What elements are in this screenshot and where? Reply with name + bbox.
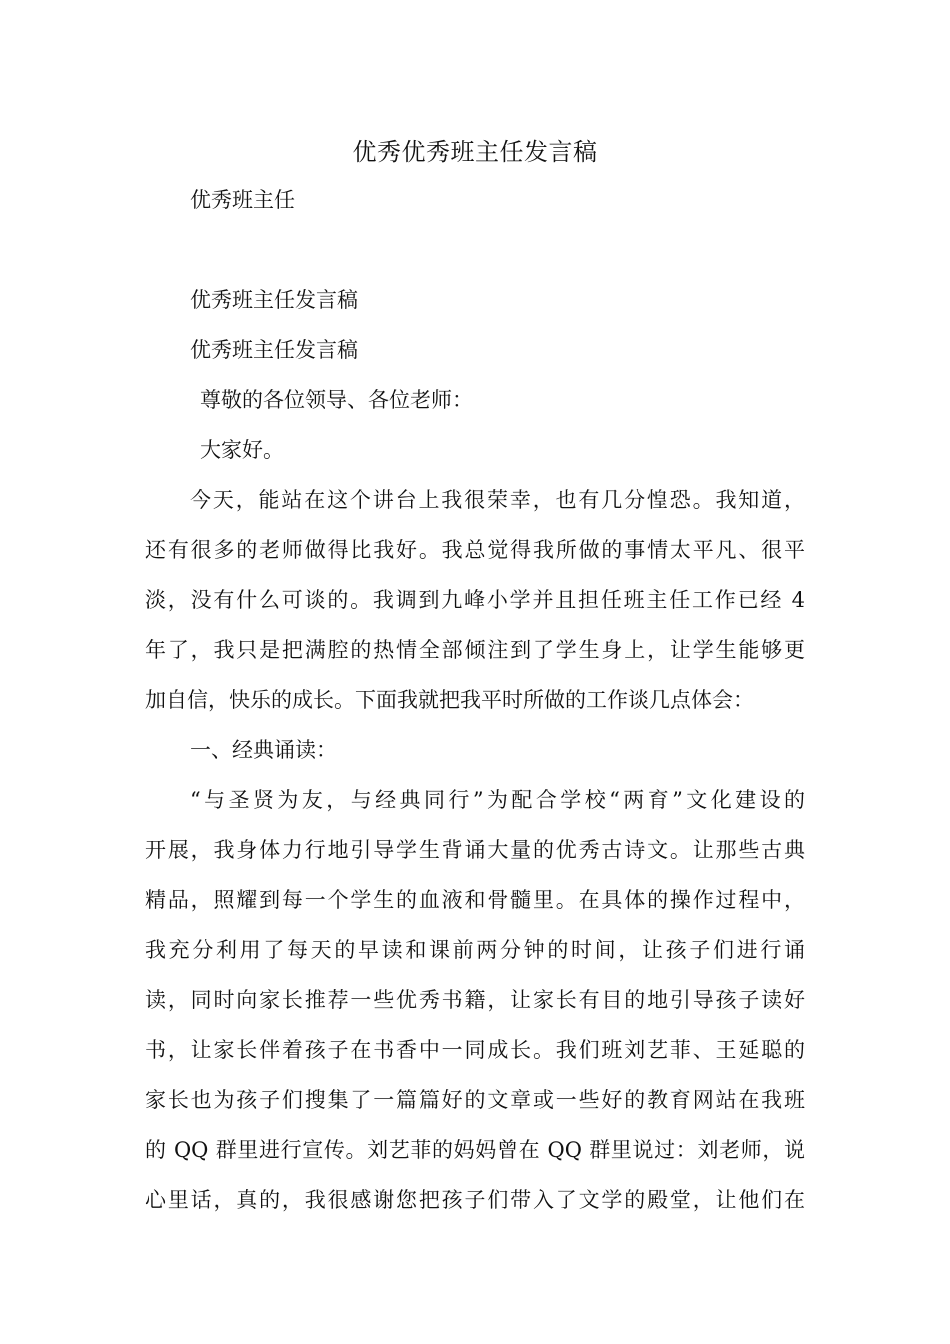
paragraph-2-line: 读，同时向家长推荐一些优秀书籍，让家长有目的地引导孩子读好 [145, 988, 805, 1012]
paragraph-2-line: 开展，我身体力行地引导学生背诵大量的优秀古诗文。让那些古典 [145, 838, 805, 862]
paragraph-2-line: 书，让家长伴着孩子在书香中一同成长。我们班刘艺菲、王延聪的 [145, 1038, 805, 1062]
paragraph-2-line: 精品，照耀到每一个学生的血液和骨髓里。在具体的操作过程中， [145, 888, 805, 912]
document-title: 优秀优秀班主任发言稿 [352, 138, 598, 166]
paragraph-1-line: 加自信，快乐的成长。下面我就把我平时所做的工作谈几点体会： [145, 688, 754, 712]
paragraph-2-line: 家长也为孩子们搜集了一篇篇好的文章或一些好的教育网站在我班 [145, 1088, 805, 1112]
document-subtitle: 优秀班主任 [190, 188, 295, 212]
salutation: 尊敬的各位领导、各位老师： [200, 388, 473, 412]
paragraph-2-line: 心里话，真的，我很感谢您把孩子们带入了文学的殿堂，让他们在 [145, 1188, 805, 1212]
speech-heading-1: 优秀班主任发言稿 [190, 288, 358, 312]
paragraph-1-line: 年了，我只是把满腔的热情全部倾注到了学生身上，让学生能够更 [145, 638, 805, 662]
paragraph-2-line: 的 QQ 群里进行宣传。刘艺菲的妈妈曾在 QQ 群里说过：刘老师，说 [145, 1138, 805, 1162]
paragraph-1-line: 还有很多的老师做得比我好。我总觉得我所做的事情太平凡、很平 [145, 538, 805, 562]
greeting: 大家好。 [200, 438, 284, 462]
paragraph-1-line: 今天，能站在这个讲台上我很荣幸，也有几分惶恐。我知道， [190, 488, 805, 512]
speech-heading-2: 优秀班主任发言稿 [190, 338, 358, 362]
paragraph-2-line: 我充分利用了每天的早读和课前两分钟的时间，让孩子们进行诵 [145, 938, 805, 962]
paragraph-1-line: 淡，没有什么可谈的。我调到九峰小学并且担任班主任工作已经 4 [145, 588, 805, 612]
paragraph-2-line: “与圣贤为友，与经典同行”为配合学校“两育”文化建设的 [190, 788, 805, 812]
section-1-heading: 一、经典诵读： [190, 738, 337, 762]
